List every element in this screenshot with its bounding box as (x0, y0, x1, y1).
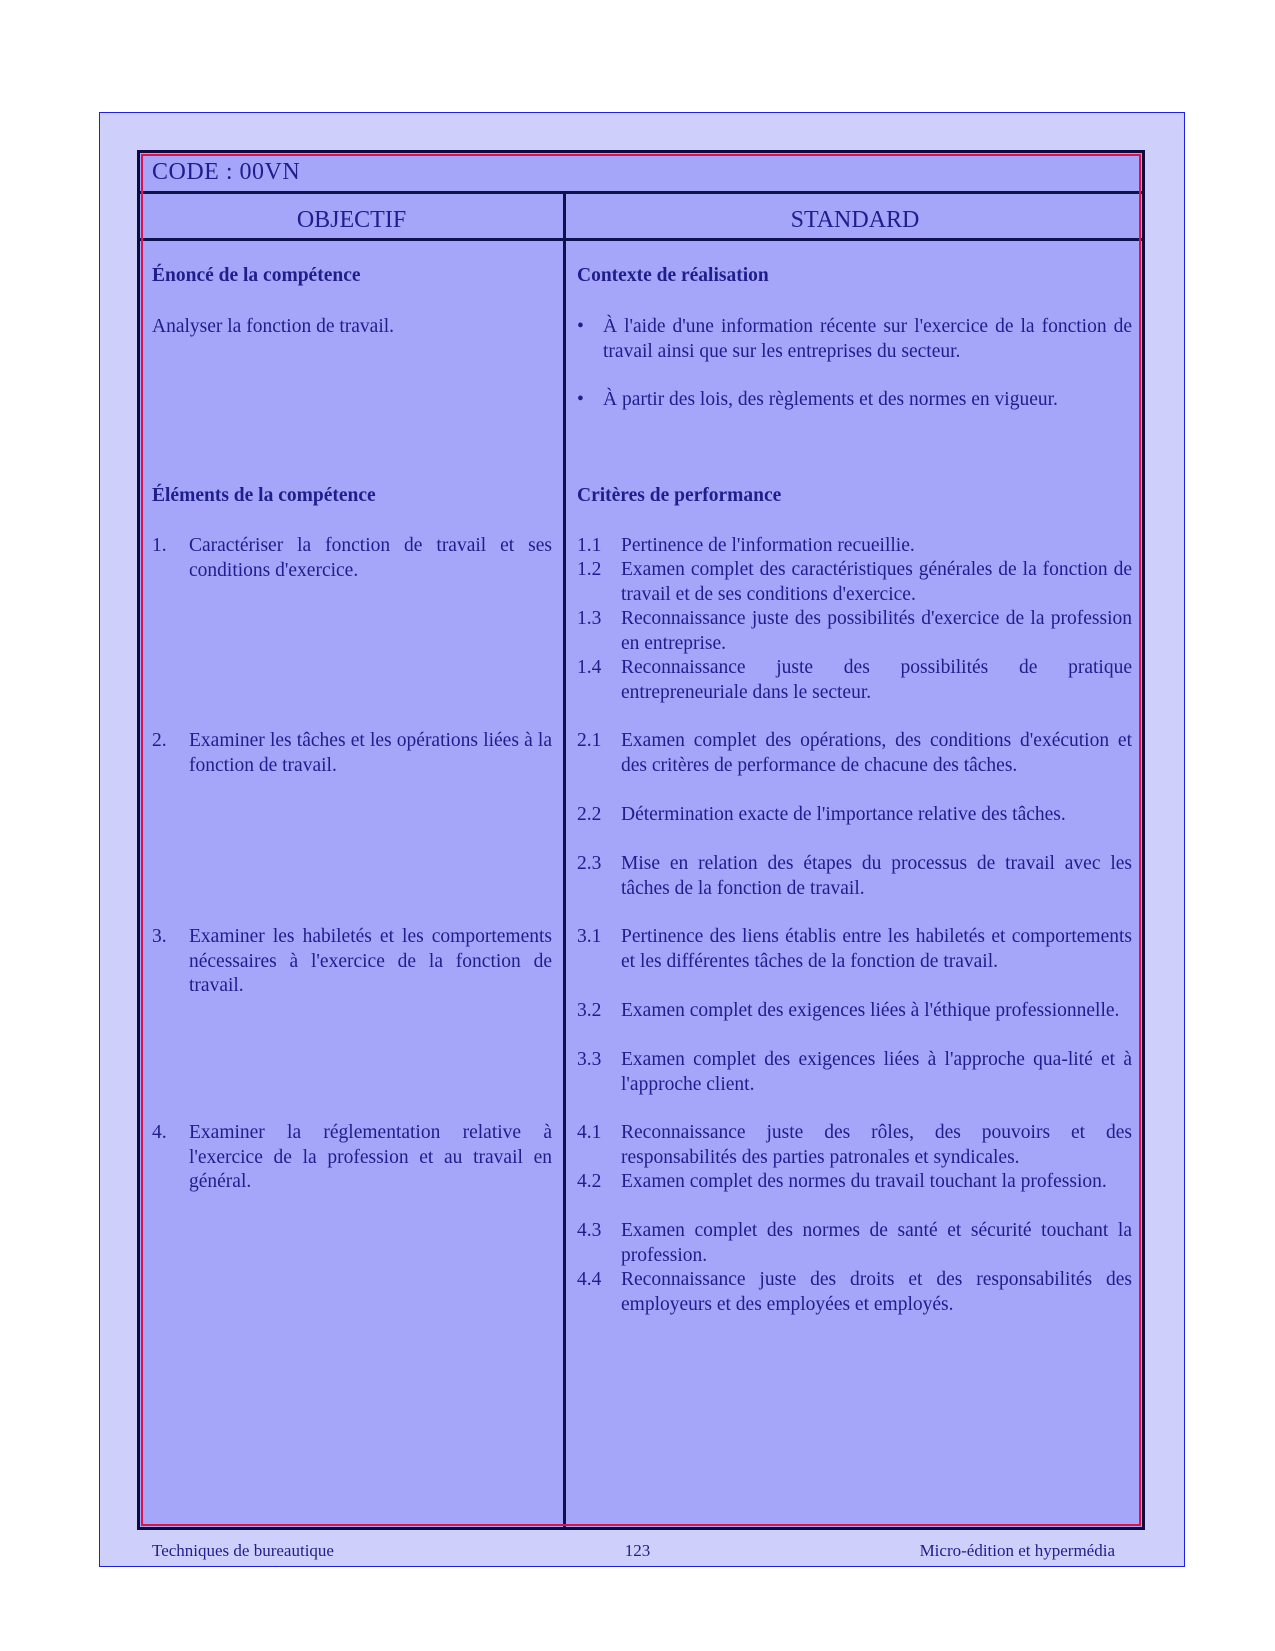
critere-text: Examen complet des normes du travail touchant la profession. (621, 1171, 1107, 1192)
competency-code: CODE : 00VN (152, 159, 301, 185)
contexte-item (577, 315, 1132, 364)
enonce-title: Énoncé de la compétence (152, 265, 361, 286)
critere-text: Mise en relation des étapes du processus de travail avec les tâches de la fonction de travail. (621, 853, 1132, 899)
critere-item (577, 656, 1132, 705)
critere-number: 4.3 (577, 1220, 602, 1241)
column-header-divider (140, 238, 1142, 241)
element-text: Examiner les tâches et les opérations liées à la fonction de travail. (189, 730, 552, 776)
critere-number: 1.4 (577, 657, 602, 678)
critere-item (577, 925, 1132, 974)
contexte-text: À l'aide d'une information récente sur l'exercice de la fonction de travail ainsi que sur les entreprises du secteur. (603, 316, 1132, 362)
element-number: 4. (152, 1122, 167, 1143)
element-item (152, 729, 552, 778)
critere-text: Pertinence des liens établis entre les habiletés et comportements et les différentes tâches de la fonction de travail. (621, 926, 1132, 972)
critere-number: 3.3 (577, 1049, 602, 1070)
critere-item (577, 999, 1132, 1024)
critere-number: 4.4 (577, 1269, 602, 1290)
critere-item (577, 1170, 1132, 1195)
critere-item (577, 607, 1132, 656)
critere-item (577, 1268, 1132, 1317)
critere-item (577, 1048, 1132, 1097)
footer-program: Techniques de bureautique (152, 1541, 334, 1560)
element-number: 1. (152, 535, 167, 556)
critere-item (577, 534, 1132, 559)
critere-number: 2.3 (577, 853, 602, 874)
element-text: Examiner la réglementation relative à l'exercice de la profession et au travail en général. (189, 1122, 552, 1192)
contexte-title: Contexte de réalisation (577, 265, 769, 286)
critere-number: 4.2 (577, 1171, 602, 1192)
critere-number: 2.2 (577, 804, 602, 825)
elements-title: Éléments de la compétence (152, 485, 376, 506)
element-text: Caractériser la fonction de travail et ses conditions d'exercice. (189, 535, 552, 581)
critere-number: 3.1 (577, 926, 602, 947)
column-header-standard: STANDARD (790, 207, 920, 233)
footer-specialty: Micro-édition et hypermédia (919, 1541, 1115, 1560)
enonce-text: Analyser la fonction de travail. (152, 316, 395, 337)
critere-text: Détermination exacte de l'importance relative des tâches. (621, 804, 1066, 825)
competency-table (137, 150, 1145, 1530)
column-divider (563, 191, 566, 1527)
critere-text: Examen complet des normes de santé et sécurité touchant la profession. (621, 1220, 1132, 1266)
column-header-objectif: OBJECTIF (296, 207, 407, 233)
critere-item (577, 1219, 1132, 1268)
critere-text: Reconnaissance juste des rôles, des pouvoirs et des responsabilités des parties patronales et syndicales. (621, 1122, 1132, 1168)
critere-item (577, 852, 1132, 901)
criteres-title: Critères de performance (577, 485, 782, 506)
contexte-text: À partir des lois, des règlements et des normes en vigueur. (603, 389, 1058, 410)
element-item (152, 534, 552, 583)
contexte-item (577, 388, 1132, 413)
footer-page-number: 123 (624, 1541, 651, 1560)
header-divider (140, 191, 1142, 194)
critere-item (577, 558, 1132, 607)
element-number: 3. (152, 926, 167, 947)
critere-item (577, 1121, 1132, 1170)
critere-number: 4.1 (577, 1122, 602, 1143)
critere-item (577, 729, 1132, 778)
bullet-mark: • (577, 389, 584, 410)
bullet-mark: • (577, 316, 584, 337)
critere-number: 3.2 (577, 1000, 602, 1021)
critere-item (577, 803, 1132, 828)
critere-number: 1.2 (577, 559, 602, 580)
critere-text: Reconnaissance juste des possibilités d'exercice de la profession en entreprise. (621, 608, 1132, 654)
element-text: Examiner les habiletés et les comportements nécessaires à l'exercice de la fonction de travail. (189, 926, 552, 996)
critere-number: 1.3 (577, 608, 602, 629)
critere-text: Examen complet des exigences liées à l'approche qua-lité et à l'approche client. (621, 1049, 1132, 1095)
critere-number: 2.1 (577, 730, 602, 751)
critere-text: Reconnaissance juste des droits et des responsabilités des employeurs et des employées et employés. (621, 1269, 1132, 1315)
critere-text: Examen complet des opérations, des conditions d'exécution et des critères de performance de chacune des tâches. (621, 730, 1132, 776)
critere-text: Examen complet des exigences liées à l'éthique professionnelle. (621, 1000, 1120, 1021)
critere-text: Pertinence de l'information recueillie. (621, 535, 915, 556)
element-number: 2. (152, 730, 167, 751)
critere-text: Reconnaissance juste des possibilités de pratique entrepreneuriale dans le secteur. (621, 657, 1132, 703)
critere-text: Examen complet des caractéristiques générales de la fonction de travail et de ses conditions d'exercice. (621, 559, 1132, 605)
element-item (152, 925, 552, 999)
element-item (152, 1121, 552, 1195)
critere-number: 1.1 (577, 535, 602, 556)
